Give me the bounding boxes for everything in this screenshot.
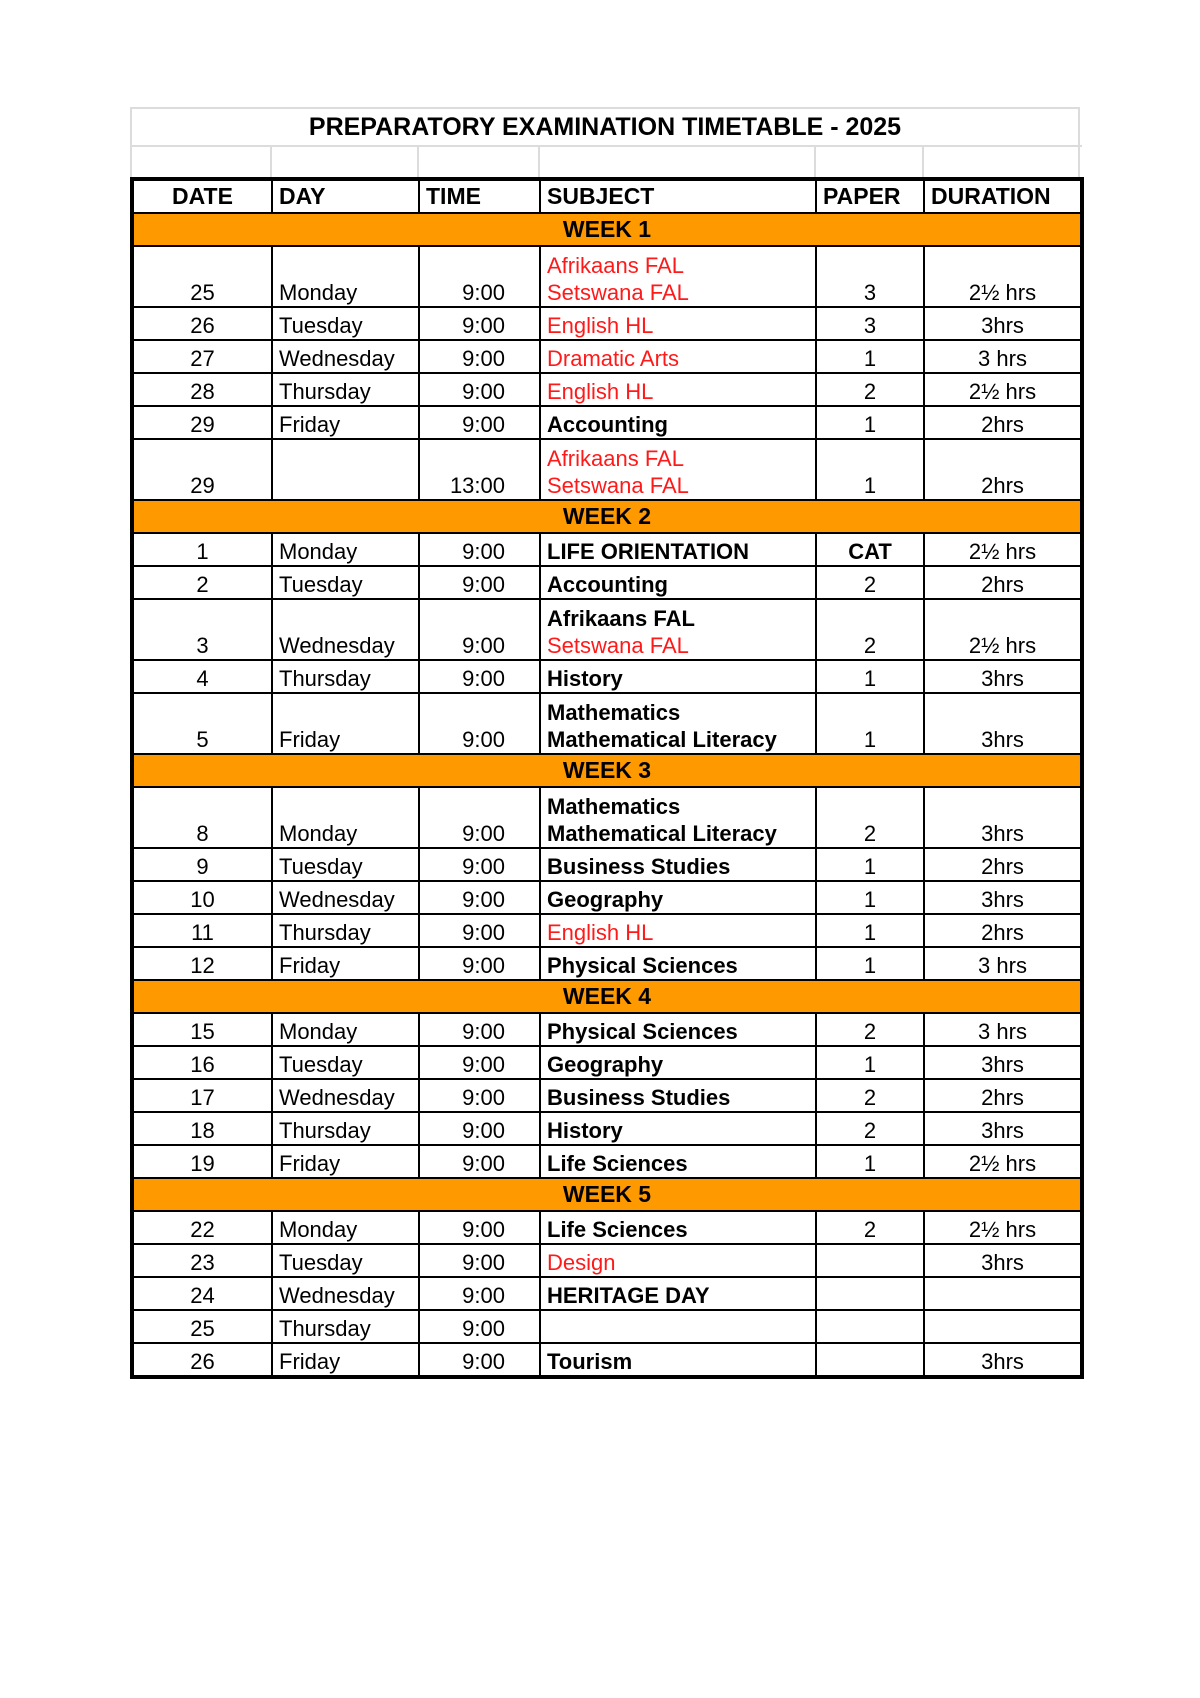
- subject-name: Afrikaans FAL: [547, 253, 684, 278]
- time-cell: 9:00: [419, 533, 540, 566]
- subject-name: Accounting: [547, 572, 668, 597]
- duration-cell: 2hrs: [924, 848, 1082, 881]
- week-band-row: [132, 213, 1082, 246]
- time-cell: 9:00: [419, 881, 540, 914]
- day-cell: Wednesday: [272, 1277, 419, 1310]
- duration-cell: 2hrs: [924, 566, 1082, 599]
- table-row: [132, 1244, 1082, 1277]
- subject-name: Setswana FAL: [547, 280, 689, 305]
- duration-cell: 3hrs: [924, 1343, 1082, 1377]
- table-row: [132, 373, 1082, 406]
- time-cell: 13:00: [419, 439, 540, 500]
- subject-cell: [540, 914, 816, 947]
- table-row: [132, 1013, 1082, 1046]
- day-cell: Monday: [272, 1013, 419, 1046]
- subject-name: English HL: [547, 313, 654, 338]
- paper-cell: [816, 1343, 924, 1377]
- subject-name: Mathematical Literacy: [547, 821, 777, 846]
- week-label: WEEK 1: [132, 213, 1082, 246]
- subject-name: Afrikaans FAL: [547, 446, 684, 471]
- paper-cell: 1: [816, 660, 924, 693]
- paper-cell: 2: [816, 1079, 924, 1112]
- date-cell: 16: [132, 1046, 272, 1079]
- subject-name: English HL: [547, 920, 654, 945]
- time-cell: 9:00: [419, 1211, 540, 1244]
- week-label: WEEK 2: [132, 500, 1082, 533]
- date-cell: 3: [132, 599, 272, 660]
- day-cell: Friday: [272, 1343, 419, 1377]
- day-cell: Thursday: [272, 660, 419, 693]
- header-date: DATE: [132, 179, 272, 213]
- day-cell: Monday: [272, 787, 419, 848]
- week-label: WEEK 5: [132, 1178, 1082, 1211]
- duration-cell: 2½ hrs: [924, 246, 1082, 307]
- time-cell: 9:00: [419, 914, 540, 947]
- subject-name: Business Studies: [547, 854, 731, 879]
- paper-cell: 3: [816, 307, 924, 340]
- date-cell: 24: [132, 1277, 272, 1310]
- day-cell: Friday: [272, 1145, 419, 1178]
- subject-cell: [540, 1244, 816, 1277]
- day-cell: Thursday: [272, 373, 419, 406]
- subject-cell: [540, 406, 816, 439]
- date-cell: 12: [132, 947, 272, 980]
- paper-cell: 2: [816, 1112, 924, 1145]
- time-cell: 9:00: [419, 1343, 540, 1377]
- subject-name: History: [547, 1118, 623, 1143]
- subject-cell: [540, 1211, 816, 1244]
- subject-cell: [540, 693, 816, 754]
- day-cell: Wednesday: [272, 1079, 419, 1112]
- timetable-table: [130, 177, 1084, 1379]
- paper-cell: [816, 1277, 924, 1310]
- paper-cell: 1: [816, 340, 924, 373]
- paper-cell: 2: [816, 787, 924, 848]
- table-row: [132, 881, 1082, 914]
- day-cell: Tuesday: [272, 307, 419, 340]
- day-cell: Monday: [272, 533, 419, 566]
- table-row: [132, 693, 1082, 754]
- subject-cell: [540, 787, 816, 848]
- paper-cell: [816, 1310, 924, 1343]
- week-band-row: [132, 754, 1082, 787]
- duration-cell: 3 hrs: [924, 1013, 1082, 1046]
- week-band-row: [132, 1178, 1082, 1211]
- subject-cell: [540, 340, 816, 373]
- table-row: [132, 1310, 1082, 1343]
- header-subject: SUBJECT: [540, 179, 816, 213]
- duration-cell: 3hrs: [924, 660, 1082, 693]
- subject-name: Business Studies: [547, 1085, 731, 1110]
- duration-cell: [924, 1277, 1082, 1310]
- table-row: [132, 246, 1082, 307]
- date-cell: 18: [132, 1112, 272, 1145]
- subject-cell: [540, 1277, 816, 1310]
- day-cell: Tuesday: [272, 566, 419, 599]
- timetable-sheet: [130, 107, 1080, 1379]
- duration-cell: 3 hrs: [924, 947, 1082, 980]
- table-row: [132, 1277, 1082, 1310]
- paper-cell: 2: [816, 1211, 924, 1244]
- time-cell: 9:00: [419, 660, 540, 693]
- table-row: [132, 660, 1082, 693]
- subject-name: Tourism: [547, 1349, 633, 1374]
- date-cell: 5: [132, 693, 272, 754]
- subject-cell: [540, 599, 816, 660]
- time-cell: 9:00: [419, 848, 540, 881]
- week-band-row: [132, 500, 1082, 533]
- duration-cell: 2½ hrs: [924, 599, 1082, 660]
- table-row: [132, 947, 1082, 980]
- table-row: [132, 787, 1082, 848]
- duration-cell: 3 hrs: [924, 340, 1082, 373]
- day-cell: Tuesday: [272, 1244, 419, 1277]
- day-cell: Wednesday: [272, 599, 419, 660]
- duration-cell: 2½ hrs: [924, 373, 1082, 406]
- week-band-row: [132, 980, 1082, 1013]
- duration-cell: 3hrs: [924, 693, 1082, 754]
- duration-cell: 2½ hrs: [924, 1145, 1082, 1178]
- subject-cell: [540, 947, 816, 980]
- time-cell: 9:00: [419, 340, 540, 373]
- duration-cell: 2½ hrs: [924, 533, 1082, 566]
- time-cell: 9:00: [419, 1277, 540, 1310]
- time-cell: 9:00: [419, 1046, 540, 1079]
- table-row: [132, 1112, 1082, 1145]
- subject-cell: [540, 566, 816, 599]
- duration-cell: 2hrs: [924, 1079, 1082, 1112]
- time-cell: 9:00: [419, 1310, 540, 1343]
- subject-name: Mathematics: [547, 700, 681, 725]
- duration-cell: 2½ hrs: [924, 1211, 1082, 1244]
- time-cell: 9:00: [419, 1244, 540, 1277]
- day-cell: Tuesday: [272, 1046, 419, 1079]
- duration-cell: [924, 1310, 1082, 1343]
- paper-cell: 1: [816, 1046, 924, 1079]
- date-cell: 29: [132, 439, 272, 500]
- paper-cell: 1: [816, 693, 924, 754]
- date-cell: 28: [132, 373, 272, 406]
- duration-cell: 3hrs: [924, 881, 1082, 914]
- time-cell: 9:00: [419, 1013, 540, 1046]
- table-row: [132, 914, 1082, 947]
- day-cell: Monday: [272, 1211, 419, 1244]
- time-cell: 9:00: [419, 693, 540, 754]
- date-cell: 1: [132, 533, 272, 566]
- week-label: WEEK 4: [132, 980, 1082, 1013]
- subject-name: Geography: [547, 1052, 664, 1077]
- date-cell: 4: [132, 660, 272, 693]
- subject-name: Setswana FAL: [547, 633, 689, 658]
- subject-name: LIFE ORIENTATION: [547, 539, 750, 564]
- duration-cell: 2hrs: [924, 406, 1082, 439]
- subject-cell: [540, 307, 816, 340]
- time-cell: 9:00: [419, 1112, 540, 1145]
- paper-cell: 1: [816, 1145, 924, 1178]
- document-title: PREPARATORY EXAMINATION TIMETABLE - 2025: [130, 107, 1080, 145]
- paper-cell: 1: [816, 947, 924, 980]
- paper-cell: 2: [816, 1013, 924, 1046]
- paper-cell: 1: [816, 848, 924, 881]
- table-row: [132, 439, 1082, 500]
- header-duration: DURATION: [924, 179, 1082, 213]
- subject-cell: [540, 660, 816, 693]
- table-row: [132, 307, 1082, 340]
- subject-cell: [540, 881, 816, 914]
- subject-cell: [540, 246, 816, 307]
- table-row: [132, 1145, 1082, 1178]
- time-cell: 9:00: [419, 566, 540, 599]
- subject-name: Mathematical Literacy: [547, 727, 777, 752]
- paper-cell: 1: [816, 439, 924, 500]
- table-row: [132, 1079, 1082, 1112]
- header-row: [132, 179, 1082, 213]
- subject-cell: [540, 533, 816, 566]
- day-cell: Friday: [272, 693, 419, 754]
- day-cell: [272, 439, 419, 500]
- date-cell: 17: [132, 1079, 272, 1112]
- subject-name: Accounting: [547, 412, 668, 437]
- date-cell: 9: [132, 848, 272, 881]
- blank-spacer-row: [130, 145, 1080, 177]
- subject-name: Mathematics: [547, 794, 681, 819]
- table-row: [132, 599, 1082, 660]
- time-cell: 9:00: [419, 373, 540, 406]
- day-cell: Wednesday: [272, 881, 419, 914]
- header-time: TIME: [419, 179, 540, 213]
- day-cell: Thursday: [272, 914, 419, 947]
- date-cell: 10: [132, 881, 272, 914]
- table-row: [132, 1046, 1082, 1079]
- table-row: [132, 1211, 1082, 1244]
- subject-name: Life Sciences: [547, 1151, 688, 1176]
- table-row: [132, 340, 1082, 373]
- date-cell: 26: [132, 307, 272, 340]
- date-cell: 26: [132, 1343, 272, 1377]
- paper-cell: CAT: [816, 533, 924, 566]
- table-row: [132, 566, 1082, 599]
- day-cell: Thursday: [272, 1112, 419, 1145]
- subject-name: Physical Sciences: [547, 953, 738, 978]
- subject-name: Afrikaans FAL: [547, 606, 695, 631]
- date-cell: 25: [132, 246, 272, 307]
- day-cell: Wednesday: [272, 340, 419, 373]
- subject-cell: [540, 1013, 816, 1046]
- day-cell: Thursday: [272, 1310, 419, 1343]
- subject-name: History: [547, 666, 623, 691]
- date-cell: 8: [132, 787, 272, 848]
- date-cell: 27: [132, 340, 272, 373]
- duration-cell: 3hrs: [924, 1244, 1082, 1277]
- date-cell: 19: [132, 1145, 272, 1178]
- paper-cell: 1: [816, 406, 924, 439]
- subject-cell: [540, 1310, 816, 1343]
- time-cell: 9:00: [419, 307, 540, 340]
- table-row: [132, 406, 1082, 439]
- date-cell: 22: [132, 1211, 272, 1244]
- duration-cell: 3hrs: [924, 1046, 1082, 1079]
- time-cell: 9:00: [419, 787, 540, 848]
- paper-cell: [816, 1244, 924, 1277]
- date-cell: 23: [132, 1244, 272, 1277]
- time-cell: 9:00: [419, 947, 540, 980]
- date-cell: 29: [132, 406, 272, 439]
- duration-cell: 3hrs: [924, 787, 1082, 848]
- paper-cell: 2: [816, 566, 924, 599]
- week-label: WEEK 3: [132, 754, 1082, 787]
- paper-cell: 1: [816, 914, 924, 947]
- date-cell: 25: [132, 1310, 272, 1343]
- day-cell: Friday: [272, 406, 419, 439]
- table-row: [132, 533, 1082, 566]
- subject-name: HERITAGE DAY: [547, 1283, 710, 1308]
- duration-cell: 3hrs: [924, 307, 1082, 340]
- paper-cell: 2: [816, 373, 924, 406]
- paper-cell: 3: [816, 246, 924, 307]
- paper-cell: 2: [816, 599, 924, 660]
- time-cell: 9:00: [419, 599, 540, 660]
- time-cell: 9:00: [419, 406, 540, 439]
- duration-cell: 2hrs: [924, 914, 1082, 947]
- subject-cell: [540, 1145, 816, 1178]
- date-cell: 11: [132, 914, 272, 947]
- day-cell: Monday: [272, 246, 419, 307]
- subject-cell: [540, 1343, 816, 1377]
- time-cell: 9:00: [419, 246, 540, 307]
- date-cell: 2: [132, 566, 272, 599]
- subject-name: Setswana FAL: [547, 473, 689, 498]
- subject-name: Geography: [547, 887, 664, 912]
- time-cell: 9:00: [419, 1145, 540, 1178]
- table-row: [132, 1343, 1082, 1377]
- subject-cell: [540, 373, 816, 406]
- table-row: [132, 848, 1082, 881]
- subject-cell: [540, 1112, 816, 1145]
- subject-name: Life Sciences: [547, 1217, 688, 1242]
- paper-cell: 1: [816, 881, 924, 914]
- day-cell: Tuesday: [272, 848, 419, 881]
- header-paper: PAPER: [816, 179, 924, 213]
- subject-cell: [540, 1046, 816, 1079]
- subject-name: Dramatic Arts: [547, 346, 680, 371]
- time-cell: 9:00: [419, 1079, 540, 1112]
- duration-cell: 3hrs: [924, 1112, 1082, 1145]
- subject-name: Design: [547, 1250, 616, 1275]
- subject-cell: [540, 848, 816, 881]
- header-day: DAY: [272, 179, 419, 213]
- subject-cell: [540, 1079, 816, 1112]
- duration-cell: 2hrs: [924, 439, 1082, 500]
- subject-name: English HL: [547, 379, 654, 404]
- subject-cell: [540, 439, 816, 500]
- day-cell: Friday: [272, 947, 419, 980]
- date-cell: 15: [132, 1013, 272, 1046]
- subject-name: Physical Sciences: [547, 1019, 738, 1044]
